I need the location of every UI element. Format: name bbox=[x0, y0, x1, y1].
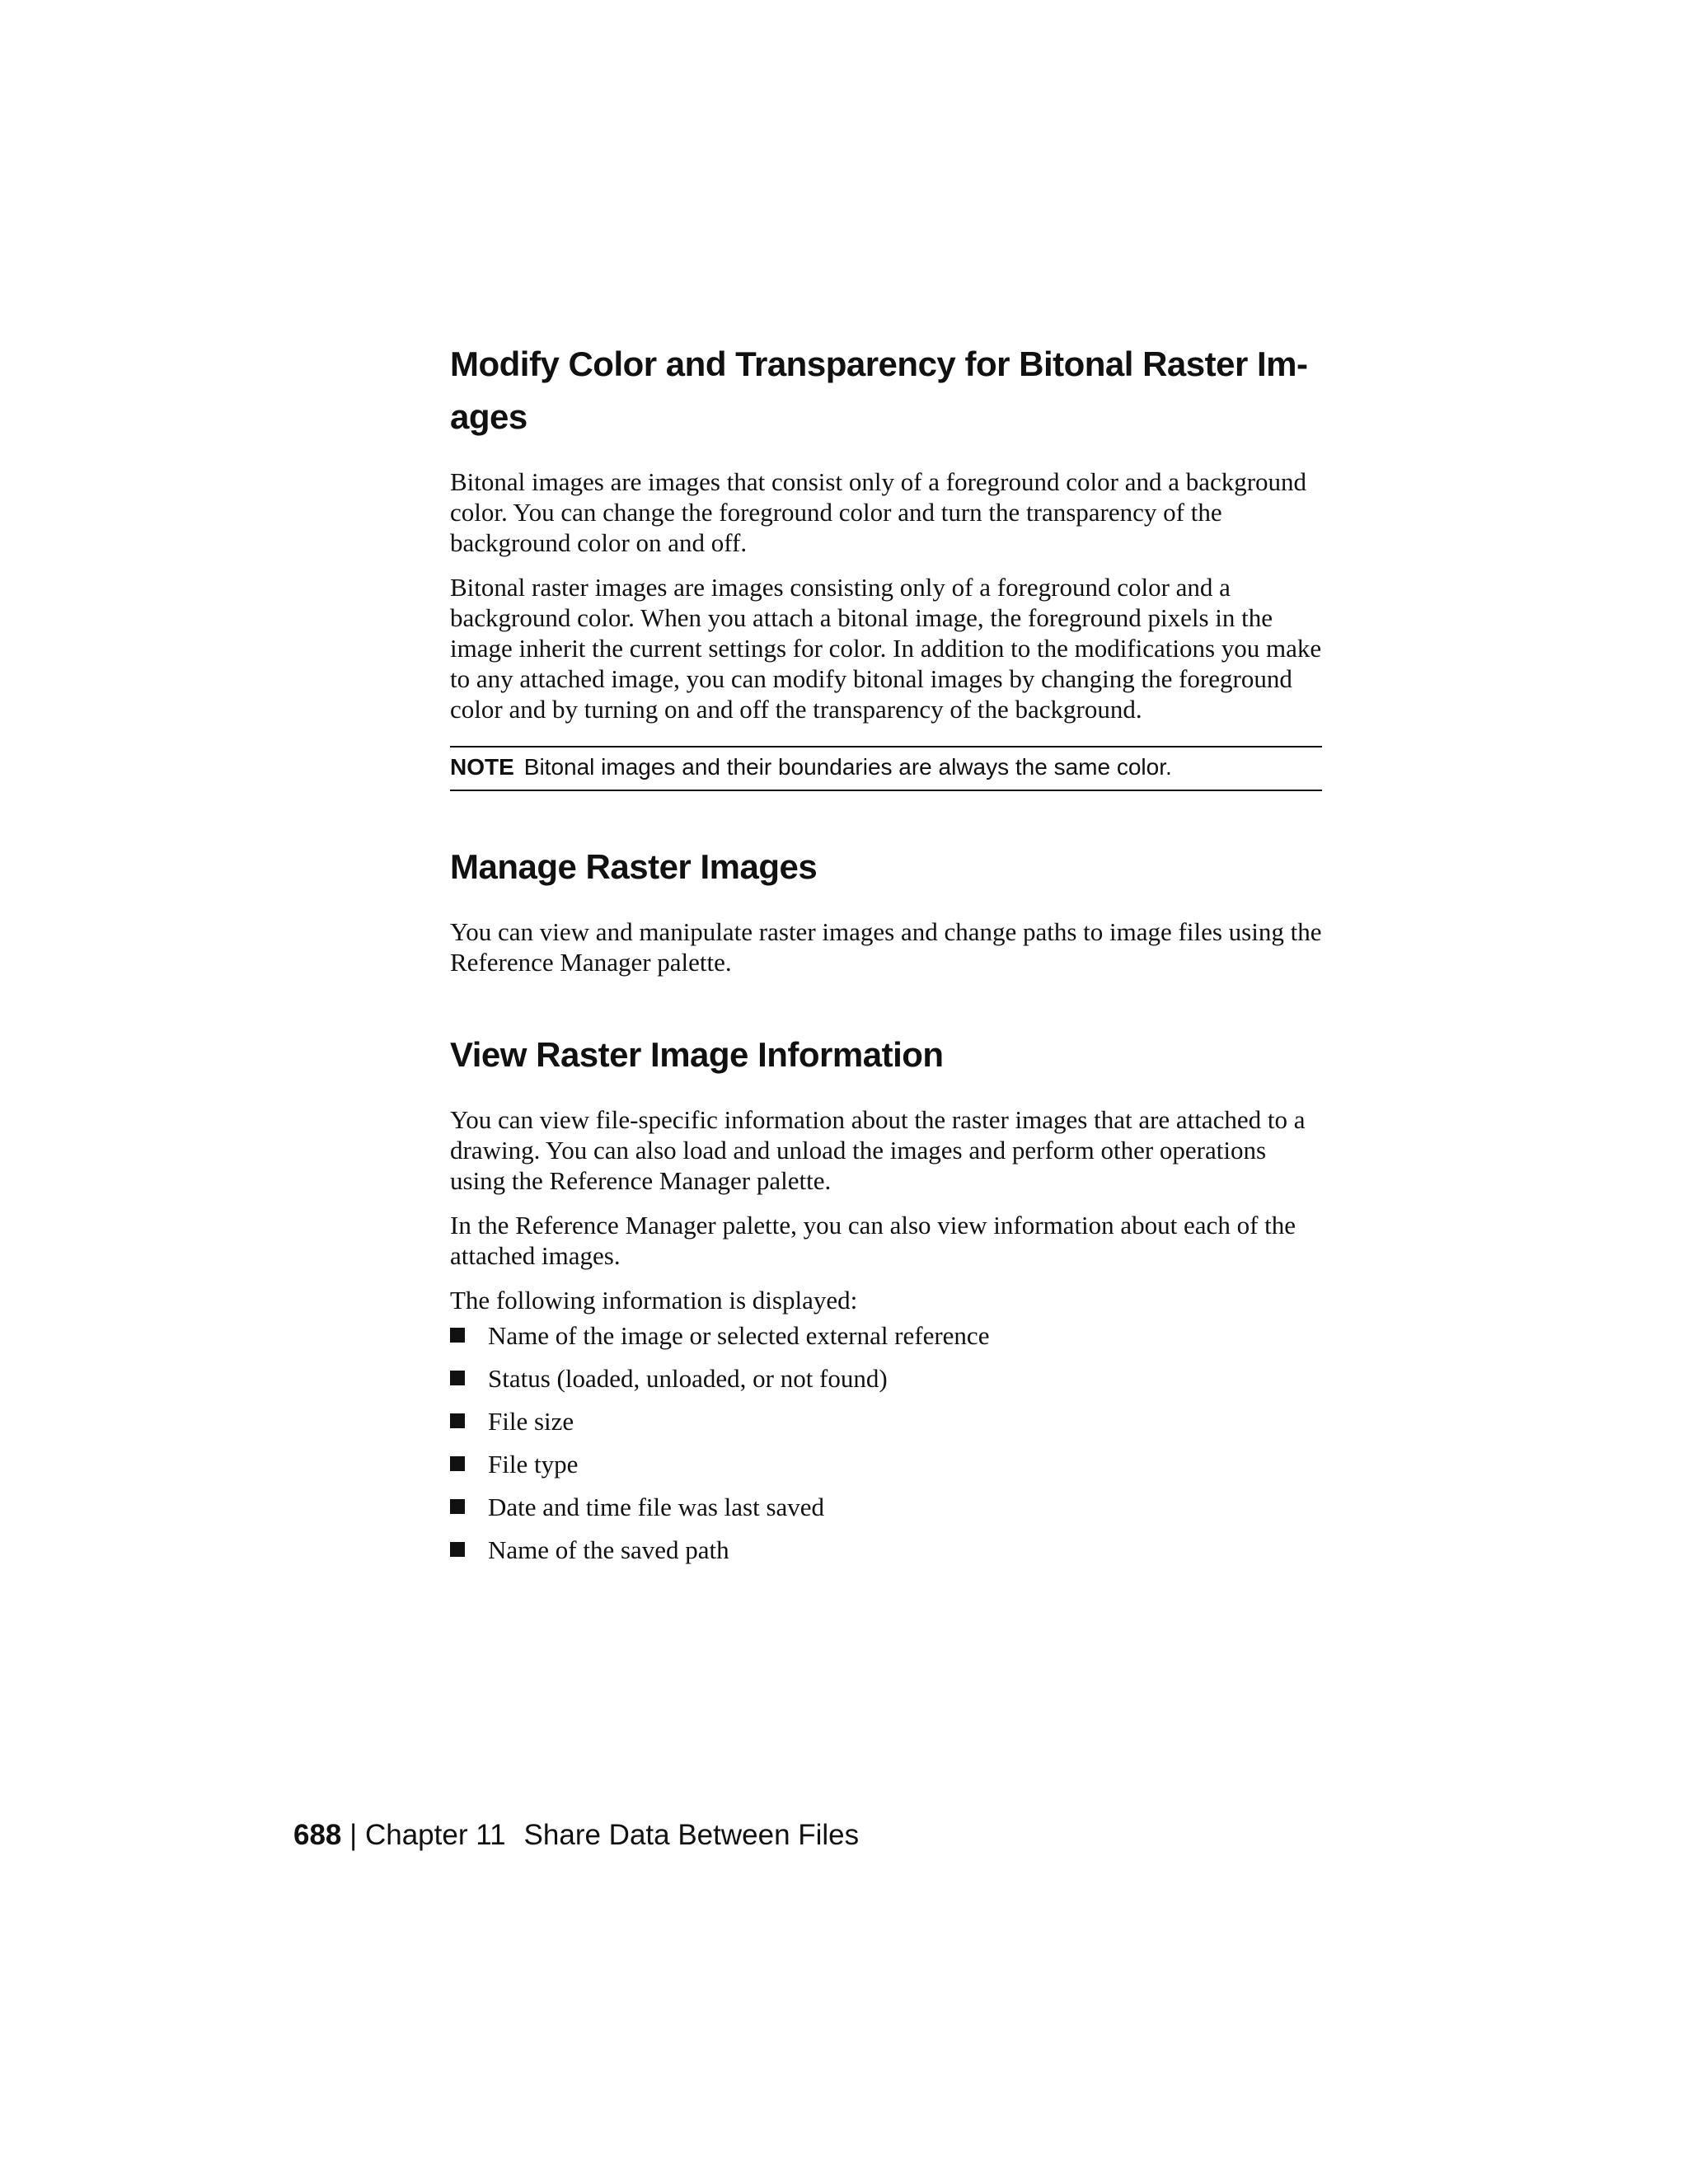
page-footer bbox=[293, 1817, 859, 1854]
bullet-square-icon bbox=[450, 1371, 465, 1385]
paragraph: In the Reference Manager palette, you can also view information about each of the attached images. bbox=[450, 1211, 1296, 1270]
list-item bbox=[450, 1492, 1322, 1535]
paragraph: Bitonal raster images are images consisting only of a foreground color and a background color. When you attach a bitonal image, the foreground pixels in the image inherit the current settings for color. In addition to the modifications you make to any attached image, you can modify bitonal images by changing the foreground color and by turning on and off the transparency of the background. bbox=[450, 573, 1322, 724]
bullet-square-icon bbox=[450, 1413, 465, 1428]
footer-separator: | bbox=[349, 1819, 358, 1851]
list-item bbox=[450, 1363, 1322, 1406]
list-item bbox=[450, 1320, 1322, 1363]
section-heading-view-raster-info: View Raster Image Information bbox=[450, 1035, 944, 1074]
footer-chapter: Chapter 11 bbox=[364, 1819, 506, 1851]
bullet-square-icon bbox=[450, 1542, 465, 1557]
info-bullet-list bbox=[450, 1320, 1322, 1577]
page-content bbox=[450, 338, 1322, 1577]
section-heading-modify-color bbox=[450, 338, 1322, 443]
heading-line-1: Modify Color and Transparency for Bitonal Raster Im- bbox=[450, 344, 1308, 383]
list-item-text: Status (loaded, unloaded, or not found) bbox=[488, 1364, 888, 1393]
heading-line-2: ages bbox=[450, 397, 528, 436]
list-item bbox=[450, 1449, 1322, 1492]
note-label: NOTE bbox=[450, 754, 514, 780]
bullet-square-icon bbox=[450, 1328, 465, 1343]
footer-chapter-title: Share Data Between Files bbox=[523, 1819, 860, 1851]
paragraph: Bitonal images are images that consist only of a foreground color and a background color. You can change the foreground color and turn the transparency of the background color on and off. bbox=[450, 467, 1307, 557]
bullet-square-icon bbox=[450, 1456, 465, 1471]
section-heading-manage-raster: Manage Raster Images bbox=[450, 847, 818, 886]
bullet-square-icon bbox=[450, 1499, 465, 1514]
page-number: 688 bbox=[293, 1819, 342, 1851]
note-text: Bitonal images and their boundaries are always the same color. bbox=[523, 754, 1172, 780]
list-item-text: File size bbox=[488, 1407, 574, 1436]
list-item bbox=[450, 1406, 1322, 1449]
list-item-text: Name of the saved path bbox=[488, 1535, 729, 1564]
note-box bbox=[450, 746, 1322, 791]
list-item-text: Date and time file was last saved bbox=[488, 1493, 825, 1521]
paragraph: The following information is displayed: bbox=[450, 1286, 858, 1315]
list-item bbox=[450, 1535, 1322, 1577]
paragraph: You can view and manipulate raster images and change paths to image files using the Reference Manager palette. bbox=[450, 917, 1322, 977]
list-item-text: Name of the image or selected external reference bbox=[488, 1321, 990, 1350]
paragraph: You can view file-specific information about the raster images that are attached to a drawing. You can also load and unload the images and perform other operations using the Reference Manager palette. bbox=[450, 1105, 1306, 1195]
list-item-text: File type bbox=[488, 1450, 579, 1479]
